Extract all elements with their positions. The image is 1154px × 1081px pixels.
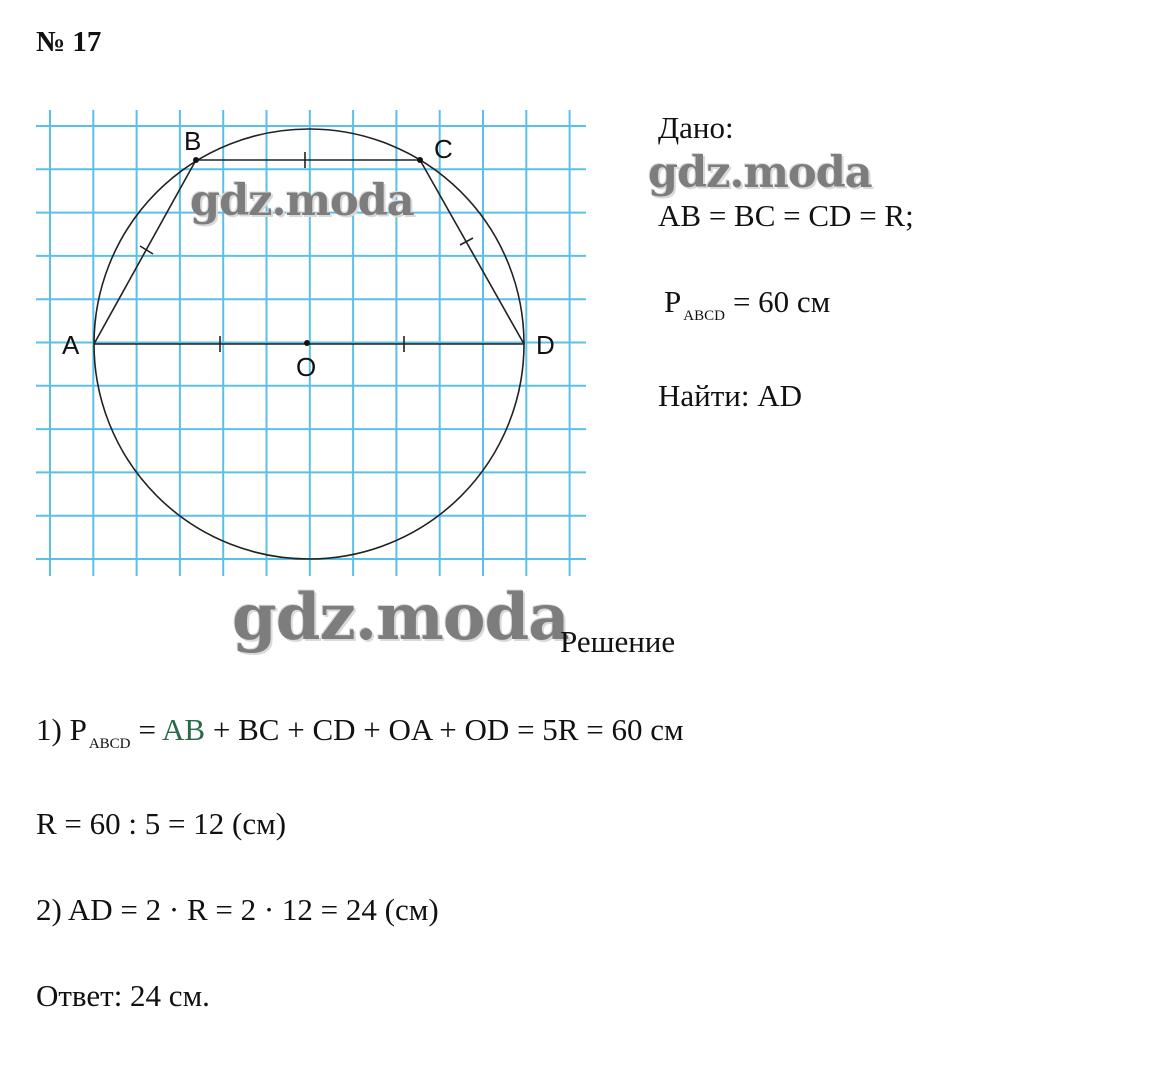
given-heading: Дано: — [658, 110, 734, 145]
perimeter-value: = 60 см — [732, 284, 831, 319]
step1-prefix: 1) P — [36, 712, 87, 747]
watermark-figure: gdz.moda — [190, 176, 414, 226]
solution-step-2: 2) AD = 2 · R = 2 · 12 = 24 (см) — [36, 892, 439, 927]
solution-step-1 — [36, 712, 684, 752]
step1-ab: AB — [162, 712, 206, 747]
label-b: B — [184, 126, 202, 156]
label-d: D — [536, 330, 555, 360]
watermark-solution: gdz.moda — [232, 580, 569, 655]
tick-ab — [140, 246, 153, 254]
solution-heading: Решение — [560, 624, 676, 659]
tick-cd — [460, 238, 473, 245]
perimeter-letter: P — [664, 284, 682, 319]
watermark-given: gdz.moda — [648, 148, 872, 198]
step1-rest: + BC + CD + OA + OD = 5R = 60 см — [212, 712, 684, 747]
solution-answer: Ответ: 24 см. — [36, 978, 210, 1013]
solution-radius: R = 60 : 5 = 12 (см) — [36, 806, 287, 841]
problem-title: № 17 — [36, 26, 102, 58]
perimeter-subscript: ABCD — [683, 308, 725, 324]
step1-subscript: ABCD — [88, 736, 131, 752]
label-o: O — [296, 352, 317, 382]
label-c: C — [434, 134, 453, 164]
step1-equals: = — [138, 712, 156, 747]
given-perimeter — [664, 284, 831, 324]
label-a: A — [62, 330, 80, 360]
geometry-figure — [0, 0, 600, 590]
given-equality: AB = BC = CD = R; — [658, 198, 914, 233]
find-statement: Найти: AD — [658, 378, 803, 413]
